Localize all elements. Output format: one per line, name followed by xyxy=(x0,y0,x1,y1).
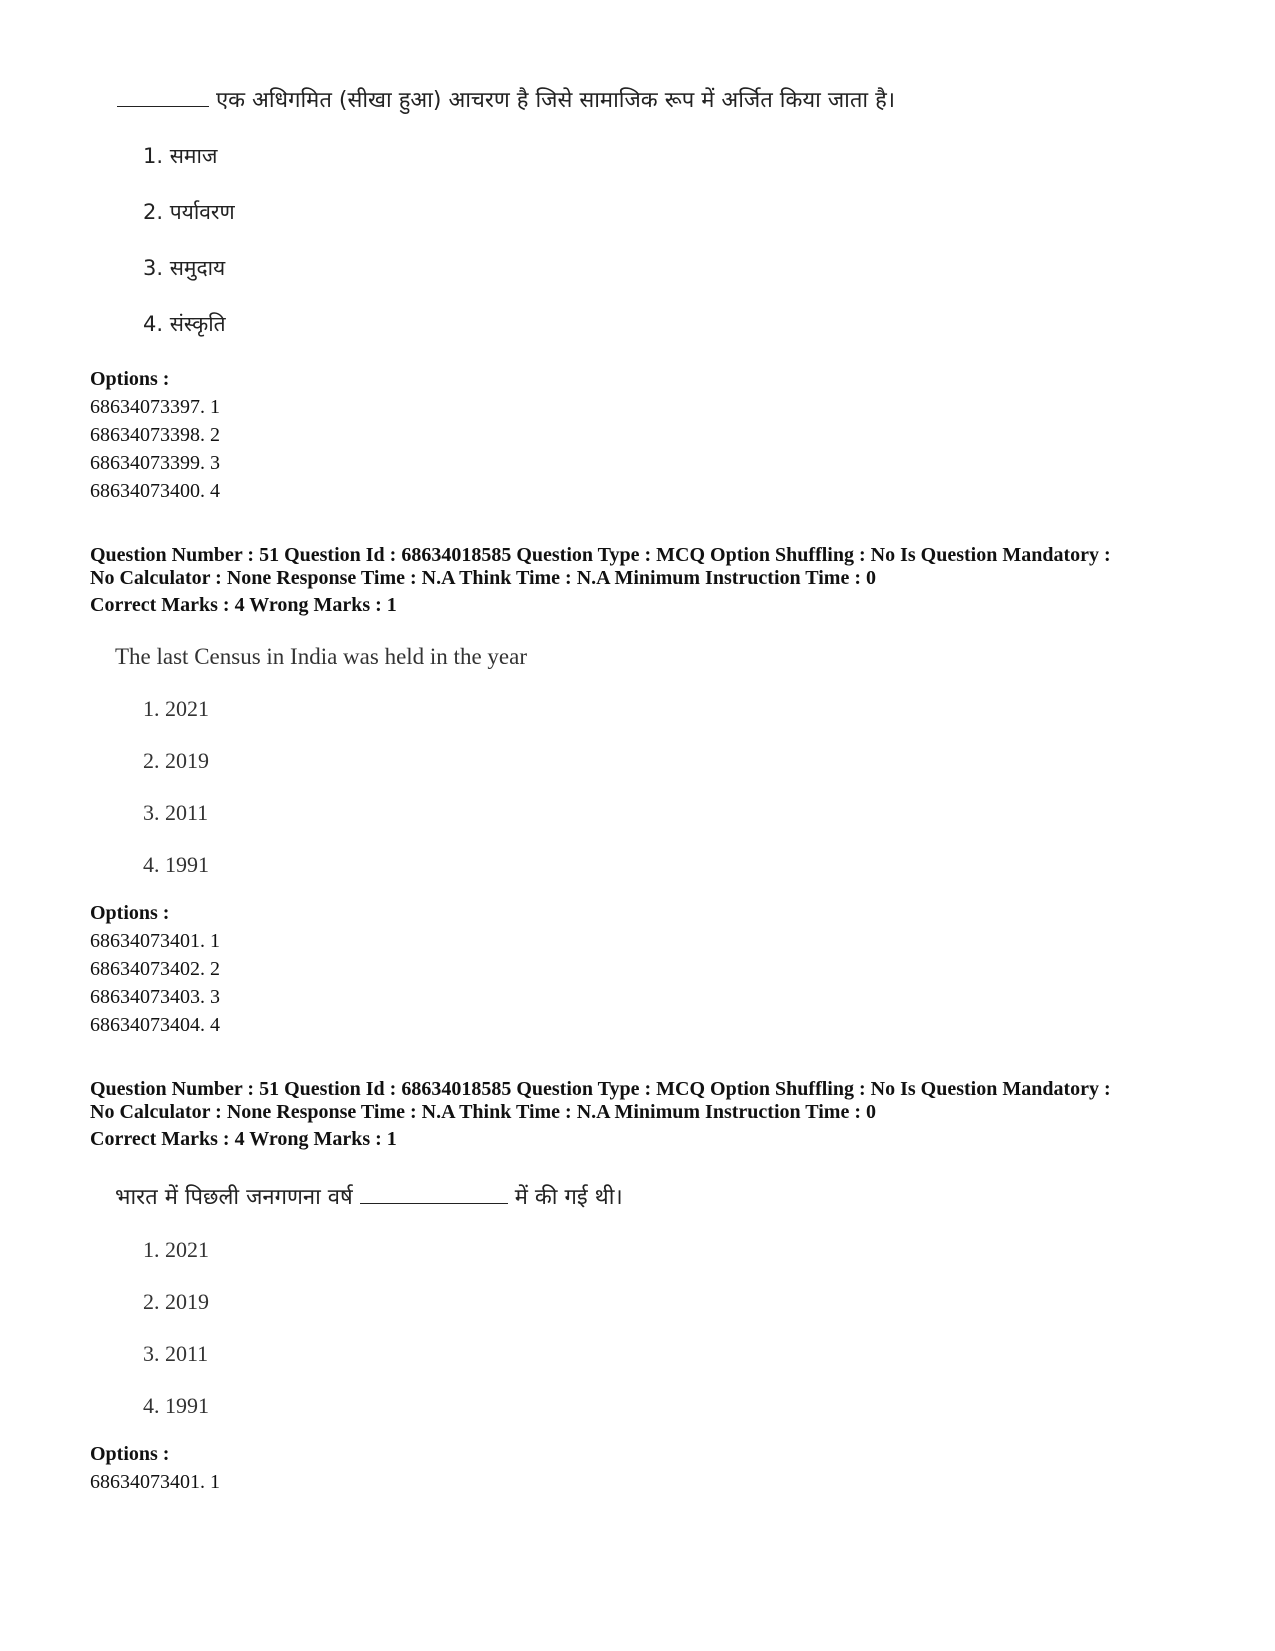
choice-item: 4. संस्कृति xyxy=(143,312,226,336)
question-meta-line: No Calculator : None Response Time : N.A Think Time : N.A Minimum Instruction Time : 0 xyxy=(90,1101,876,1123)
marks-line: Correct Marks : 4 Wrong Marks : 1 xyxy=(90,1128,397,1150)
option-line: 68634073400. 4 xyxy=(90,480,220,502)
choice-item: 1. 2021 xyxy=(143,1237,209,1262)
question-meta-line: Question Number : 51 Question Id : 68634018585 Question Type : MCQ Option Shuffling : No Is Question Mandatory : xyxy=(90,544,1111,566)
option-line: 68634073402. 2 xyxy=(90,958,220,980)
options-heading: Options : xyxy=(90,1443,170,1465)
option-line: 68634073398. 2 xyxy=(90,424,220,446)
choice-item: 4. 1991 xyxy=(143,1393,209,1418)
question-text: The last Census in India was held in the year xyxy=(115,644,527,669)
question-meta-line: Question Number : 51 Question Id : 68634018585 Question Type : MCQ Option Shuffling : No Is Question Mandatory : xyxy=(90,1078,1111,1100)
choice-item: 2. 2019 xyxy=(143,748,209,773)
choice-item: 1. 2021 xyxy=(143,696,209,721)
choice-item: 3. 2011 xyxy=(143,1341,209,1366)
options-heading: Options : xyxy=(90,368,170,390)
fill-in-blank xyxy=(117,84,209,107)
option-line: 68634073399. 3 xyxy=(90,452,220,474)
question-meta-line: No Calculator : None Response Time : N.A Think Time : N.A Minimum Instruction Time : 0 xyxy=(90,567,876,589)
option-line: 68634073401. 1 xyxy=(90,930,220,952)
choice-item: 2. 2019 xyxy=(143,1289,209,1314)
choice-item: 1. समाज xyxy=(143,144,218,168)
option-line: 68634073403. 3 xyxy=(90,986,220,1008)
option-line: 68634073397. 1 xyxy=(90,396,220,418)
options-heading: Options : xyxy=(90,902,170,924)
choice-item: 2. पर्यावरण xyxy=(143,200,235,224)
fill-in-blank xyxy=(360,1181,508,1204)
choice-item: 3. समुदाय xyxy=(143,256,226,280)
option-line: 68634073404. 4 xyxy=(90,1014,220,1036)
choice-item: 4. 1991 xyxy=(143,852,209,877)
choice-item: 3. 2011 xyxy=(143,800,209,825)
question-text: एक अधिगमित (सीखा हुआ) आचरण है जिसे सामाजिक रूप में अर्जित किया जाता है। xyxy=(117,84,895,114)
option-line: 68634073401. 1 xyxy=(90,1471,220,1493)
marks-line: Correct Marks : 4 Wrong Marks : 1 xyxy=(90,594,397,616)
question-text: भारत में पिछली जनगणना वर्ष में की गई थी। xyxy=(115,1181,623,1211)
